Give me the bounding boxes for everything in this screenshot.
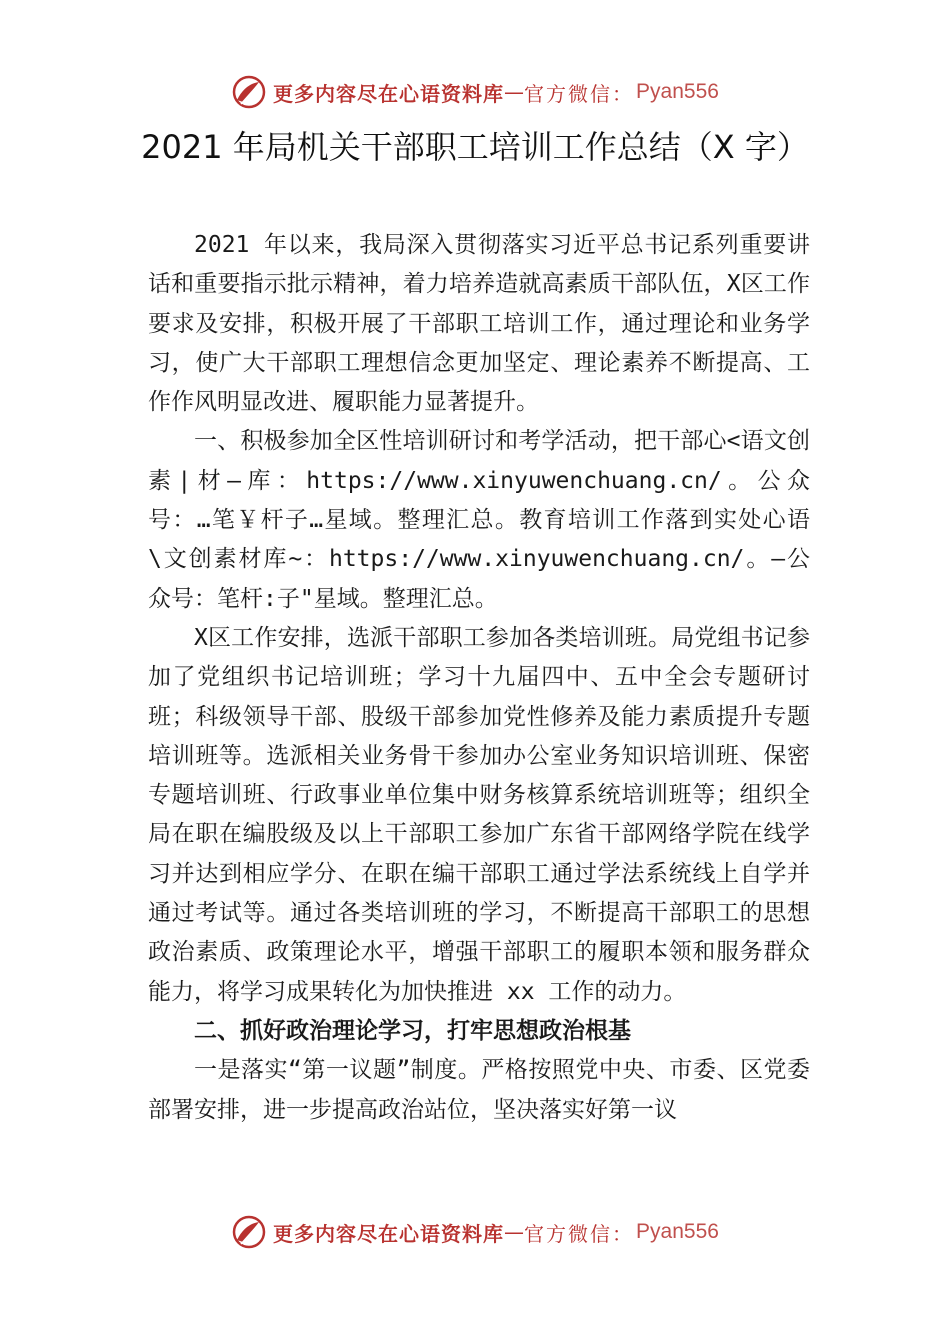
watermark-brand: 更多内容尽在心语资料库: [273, 81, 505, 106]
watermark-banner-top: [0, 72, 950, 112]
paragraph-intro: 2021 年以来，我局深入贯彻落实习近平总书记系列重要讲话和重要指示批示精神，着力培养造就高素质干部队伍，X区工作要求及安排，积极开展了干部职工培训工作，通过理论和业务学习，使广大干部职工理想信念更加坚定、理论素养不断提高、工作作风明显改进、履职能力显著提升。: [148, 232, 810, 416]
watermark-separator: —: [504, 1220, 525, 1244]
watermark-wechat-id: Pyan556: [636, 80, 719, 103]
watermark-brand: 更多内容尽在心语资料库: [273, 1221, 505, 1246]
paragraph-training-arrangement: X区工作安排，选派干部职工参加各类培训班。局党组书记参加了党组织书记培训班；学习十九届四中、五中全会专题研讨班；科级领导干部、股级干部参加党性修养及能力素质提升专题培训班等。选派相关业务骨干参加办公室业务知识培训班、保密专题培训班、行政事业单位集中财务核算系统培训班等；组织全局在职在编股级及以上干部职工参加广东省干部网络学院在线学习并达到相应学分、在职在编干部职工通过学法系统线上自学并通过考试等。通过各类培训班的学习，不断提高干部职工的思想政治素质、政策理论水平，增强干部职工的履职本领和服务群众能力，将学习成果转化为加快推进 xx 工作的动力。: [148, 624, 810, 1005]
pen-logo-icon: [231, 1214, 267, 1250]
watermark-separator: —: [504, 80, 525, 104]
page-title: 2021 年局机关干部职工培训工作总结（X 字）: [141, 128, 809, 166]
watermark-wechat-id: Pyan556: [636, 1220, 719, 1243]
section-heading-2: 二、抓好政治理论学习，打牢思想政治根基: [194, 1017, 631, 1044]
document-body: [148, 226, 810, 1130]
pen-logo-icon: [231, 74, 267, 110]
paragraph-section-1: 一、积极参加全区性培训研讨和考学活动，把干部心<语文创素|材—库：https://www.xinyuwenchuang.cn/。公众号：…笔￥杆子…星域。整理汇总。教育培训工作落到实处心语\文创素材库~：https://www.xinyuwenchuang.cn/。—公众号：笔杆:子"星域。整理汇总。: [148, 428, 810, 612]
paragraph-first-topic: 一是落实“第一议题”制度。严格按照党中央、市委、区党委部署安排，进一步提高政治站位，坚决落实好第一议: [148, 1057, 810, 1123]
watermark-wechat-label: 官方微信：: [524, 1221, 635, 1246]
watermark-banner-bottom: [0, 1212, 950, 1252]
watermark-wechat-label: 官方微信：: [524, 81, 635, 106]
